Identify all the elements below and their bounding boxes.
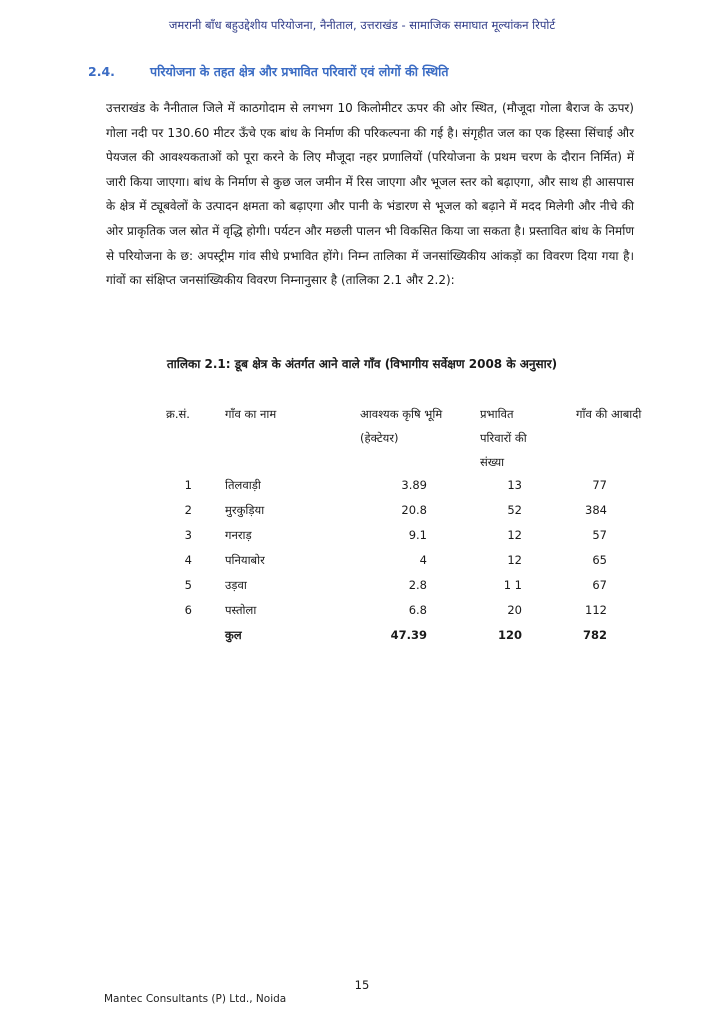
col-header-families: प्रभावित परिवारों की संख्या (480, 407, 527, 469)
table-cell-sn: 1 (184, 478, 192, 492)
table-cell-families: 13 (507, 478, 522, 492)
table-caption: तालिका 2.1: डूब क्षेत्र के अंतर्गत आने वाले गाँव (विभागीय सर्वेक्षण 2008 के अनुसार) (166, 357, 558, 371)
col-header-area: आवश्यक कृषि भूमि (हेक्टेयर) (360, 407, 443, 445)
table-cell-area: 6.8 (408, 603, 427, 617)
table-cell-families: 12 (507, 553, 522, 567)
table-cell-population: 65 (592, 553, 607, 567)
table-cell-population: 57 (592, 528, 607, 542)
col-header-sn: क्र.सं. (166, 407, 190, 421)
table-cell-name: मुरकुड़िया (225, 503, 265, 517)
table-cell-name: पस्तोला (225, 603, 257, 617)
table-total-families: 120 (497, 628, 522, 642)
table-total-label: कुल (225, 628, 242, 642)
section-title: परियोजना के तहत क्षेत्र और प्रभावित परिवारों एवं लोगों की स्थिति (150, 64, 449, 79)
table-total-area: 47.39 (390, 628, 427, 642)
running-header: जमरानी बाँध बहुउद्देशीय परियोजना, नैनीताल, उत्तराखंड - सामाजिक समाघात मूल्यांकन रिपोर्ट (168, 18, 556, 32)
table-cell-sn: 6 (184, 603, 192, 617)
table-cell-sn: 4 (184, 553, 192, 567)
table-cell-name: गनराड़ (225, 528, 252, 542)
section-number: 2.4. (88, 64, 115, 79)
table-cell-population: 112 (585, 603, 607, 617)
table-total-population: 782 (582, 628, 607, 642)
table-cell-population: 384 (585, 503, 607, 517)
page-number: 15 (354, 978, 370, 992)
table-cell-name: उड़वा (225, 578, 247, 592)
col-header-name: गाँव का नाम (225, 407, 277, 421)
table-cell-population: 77 (592, 478, 607, 492)
table-cell-area: 4 (419, 553, 427, 567)
col-header-population: गाँव की आबादी (576, 407, 642, 421)
table-cell-population: 67 (592, 578, 607, 592)
section-heading (88, 63, 688, 80)
table-cell-families: 1 1 (503, 578, 522, 592)
footer-text: Mantec Consultants (P) Ltd., Noida (104, 993, 287, 1005)
table-cell-name: पनियाबोर (225, 553, 265, 567)
table-cell-families: 20 (507, 603, 522, 617)
table-cell-families: 12 (507, 528, 522, 542)
body-paragraph: उत्तराखंड के नैनीताल जिले में काठगोदाम से लगभग 10 किलोमीटर ऊपर की ओर स्थित, (मौजूदा गोला बैराज के ऊपर) गोला नदी पर 130.60 मीटर ऊँचे एक बांध के निर्माण की परिकल्पना की गई है। संगृहीत जल का एक हिस्सा सिंचाई और पेयजल की आवश्यकताओं को पूरा करने के लिए मौजूदा नहर प्रणालियों (परियोजना के प्रथम चरण के दौरान निर्मित) में जारी किया जाएगा। बांध के निर्माण से कुछ जल जमीन में रिस जाएगा और भूजल स्तर को बढ़ाएगा, और साथ ही आसपास के क्षेत्र में ट्यूबवेलों के उत्पादन क्षमता को बढ़ाएगा और पानी के भंडारण से भूजल को बढ़ाने में मदद मिलेगी और नीचे की ओर प्राकृतिक जल स्रोत में वृद्धि होगी। पर्यटन और मछली पालन भी विकसित किया जा सकता है। प्रस्तावित बांध के निर्माण से परियोजना के छ: अपस्ट्रीम गांव सीधे प्रभावित होंगे। निम्न तालिका में जनसांख्यिकीय आंकड़ों का विवरण दिया गया है। गांवों का संक्षिप्त जनसांख्यिकीय विवरण निम्नानुसार है (तालिका 2.1 और 2.2): (106, 101, 634, 288)
table-cell-area: 2.8 (408, 578, 427, 592)
table-cell-sn: 5 (184, 578, 192, 592)
table-cell-name: तिलवाड़ी (225, 478, 261, 492)
table-cell-sn: 2 (184, 503, 192, 517)
table-cell-area: 20.8 (401, 503, 427, 517)
table-cell-families: 52 (507, 503, 522, 517)
table-cell-area: 3.89 (401, 478, 427, 492)
table-cell-area: 9.1 (408, 528, 427, 542)
table-cell-sn: 3 (184, 528, 192, 542)
